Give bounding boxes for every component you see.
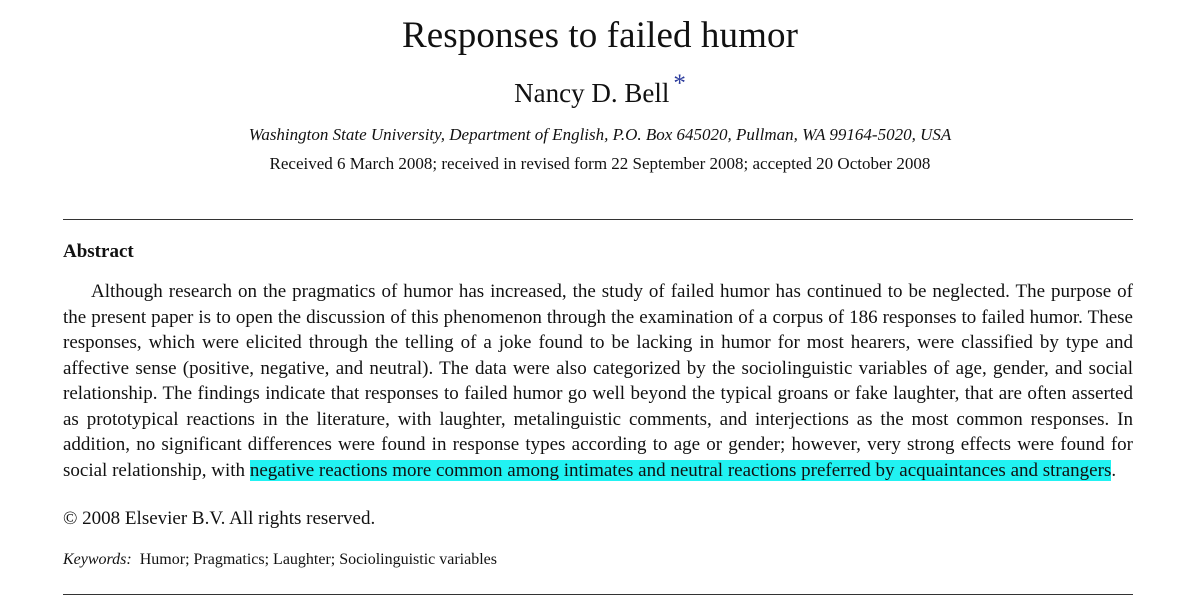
author-affiliation: Washington State University, Department of English, P.O. Box 645020, Pullman, WA 99164-5020, USA	[248, 125, 952, 144]
abstract-text-end: .	[1111, 459, 1117, 481]
keywords-line	[63, 549, 497, 571]
author-name: Nancy D. Bell	[514, 78, 670, 108]
bottom-divider	[63, 594, 1133, 595]
top-divider	[63, 219, 1133, 220]
publication-dates: Received 6 March 2008; received in revised form 22 September 2008; accepted 20 October 2008	[269, 154, 931, 173]
author-footnote-link[interactable]: *	[673, 70, 686, 97]
paper-title: Responses to failed humor	[401, 15, 799, 56]
keywords-list: Humor; Pragmatics; Laughter; Sociolinguistic variables	[139, 551, 497, 568]
copyright-notice: © 2008 Elsevier B.V. All rights reserved.	[63, 508, 376, 529]
author-line	[0, 70, 1200, 112]
abstract-text-main: Although research on the pragmatics of humor has increased, the study of failed humor has continued to be neglected. The purpose of the present paper is to open the discussion of this phenomenon through the examination of a corpus of 186 responses to failed humor. These responses, which were elicited through the telling of a joke found to be lacking in humor for most hearers, were classified by type and affective sense (positive, negative, and neutral). The data were also categorized by the sociolinguistic variables of age, gender, and social relationship. The findings indicate that responses to failed humor go well beyond the typical groans or fake laughter, that are often asserted as prototypical reactions in the literature, with laughter, metalinguistic comments, and interjections as the most common responses. In addition, no significant differences were found in response types according to age or gender; however, very strong effects were found for social relationship, with	[63, 281, 1133, 481]
keywords-label: Keywords:	[63, 551, 132, 568]
abstract-highlighted-text: negative reactions more common among intimates and neutral reactions preferred by acquaintances and strangers	[249, 459, 1112, 481]
abstract-heading: Abstract	[63, 241, 134, 262]
abstract-text	[63, 279, 1133, 483]
